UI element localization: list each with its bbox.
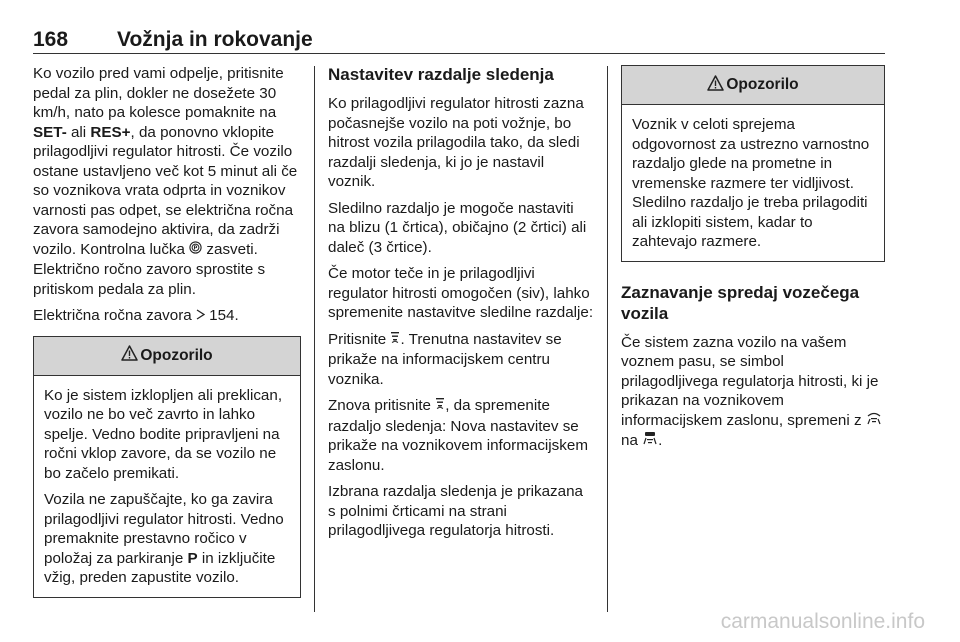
acc-vehicle-ahead-icon — [642, 431, 658, 452]
paragraph — [33, 64, 301, 299]
set-control-label: SET- — [33, 123, 67, 141]
section-title: Vožnja in rokovanje — [117, 28, 313, 51]
column-divider — [607, 66, 608, 612]
text: zasveti. Električno ročno zavoro sprostite s pritiskom pedala za plin. — [33, 240, 266, 298]
text: Električna ročna zavora — [33, 307, 196, 324]
watermark: carmanualsonline.info — [720, 610, 925, 633]
column-divider — [314, 66, 315, 612]
page-header — [33, 28, 885, 52]
text: . — [658, 432, 663, 449]
paragraph: Ko prilagodljivi regulator hitrosti zazna počasnejše vozilo na poti vožnje, bo hitrost vozila prilagodila tako, da sledi razdalji sledenja, ki jo je nastavil voznik. — [328, 95, 584, 190]
text: . Trenutna nastavitev se prikaže na informacijskem centru voznika. — [328, 330, 562, 388]
warning-body — [622, 105, 884, 261]
parking-brake-lamp-icon — [189, 241, 202, 261]
warning-title: Opozorilo — [140, 346, 213, 364]
text: in izključite vžig, preden zapustite vozilo. — [44, 549, 276, 586]
paragraph — [328, 396, 594, 475]
text: Pritisnite — [328, 330, 391, 348]
svg-text:P: P — [193, 245, 198, 252]
paragraph: Izbrana razdalja sledenja je prikazana s polnimi črticami na strani prilagodljivega regulatorja hitrosti. — [328, 483, 583, 539]
text: ali — [66, 123, 91, 141]
column-middle — [328, 64, 594, 548]
warning-triangle-icon — [707, 75, 724, 96]
follow-distance-button-icon — [435, 397, 445, 417]
subsection-heading: Zaznavanje spredaj vozečega vozila — [621, 282, 860, 323]
warning-title: Opozorilo — [726, 76, 799, 94]
park-position-label: P — [187, 549, 198, 567]
warning-header — [34, 337, 300, 376]
warning-triangle-icon — [121, 345, 138, 366]
paragraph — [621, 333, 885, 452]
column-left — [33, 64, 301, 598]
paragraph: Voznik v celoti sprejema odgovornost za ustrezno varnostno razdaljo glede na prometne in vremenske razmere ter vidljivost. Sledilno razdaljo je treba prilagoditi ali izklopiti sistem, kadar to zahtevajo razmere. — [632, 116, 870, 250]
text: Če sistem zazna vozilo na vašem voznem pasu, se simbol prilagodljivega regulatorja hitrosti, ki je prikazan na voznikovem informacijskem zaslonu, spremeni z — [621, 333, 879, 429]
paragraph: Če motor teče in je prilagodljivi regulator hitrosti omogočen (siv), lahko spremenite nastavitve sledilne razdalje: — [328, 265, 594, 321]
header-rule — [33, 53, 885, 54]
text: Vozila ne zapuščajte, ko ga zavira prilagodljivi regulator hitrosti. Vedno premaknite prestavno ročico v položaj za parkiranje — [44, 491, 284, 567]
paragraph: Ko je sistem izklopljen ali preklican, vozilo ne bo več zavrto in lahko spelje. Vedno bodite pripravljeni na ročni vklop zavore, da se vozilo ne bo začelo premikati. — [44, 386, 283, 482]
follow-distance-button-icon — [390, 331, 400, 351]
warning-body — [34, 376, 300, 597]
page-reference: 154. — [204, 307, 239, 324]
reference-arrow-icon — [196, 307, 205, 324]
paragraph — [33, 306, 301, 326]
text: , da spremenite razdaljo sledenja: Nova nastavitev se prikaže na voznikovem informacijskem zaslonu. — [328, 397, 588, 474]
column-right — [621, 64, 885, 459]
text: , da ponovno vklopite prilagodljivi regulator hitrosti. Če vozilo ostane ustavljeno več kot 5 minut ali če so voznikova vrata odprta in voznikov varnosti pas odpet, se električna ročna zavora samodejno aktivira, da zadrži vozilo. Kontrolna lučka — [33, 123, 298, 258]
paragraph: Sledilno razdaljo je mogoče nastaviti na blizu (1 črtica), običajno (2 črtici) ali daleč (3 črtice). — [328, 199, 587, 256]
paragraph — [44, 490, 291, 588]
warning-header — [622, 66, 884, 105]
res-control-label: RES+ — [90, 123, 131, 141]
page-number: 168 — [33, 28, 69, 51]
text: Ko vozilo pred vami odpelje, pritisnite pedal za plin, dokler ne dosežete 30 km/h, nato pa kolesce pomaknite na — [33, 65, 284, 121]
text: Znova pritisnite — [328, 397, 436, 414]
paragraph — [328, 330, 594, 390]
subsection-heading: Nastavitev razdalje sledenja — [328, 65, 554, 84]
warning-box — [621, 65, 885, 262]
warning-box — [33, 336, 301, 598]
acc-no-vehicle-icon — [866, 411, 882, 432]
text: na — [621, 432, 643, 449]
